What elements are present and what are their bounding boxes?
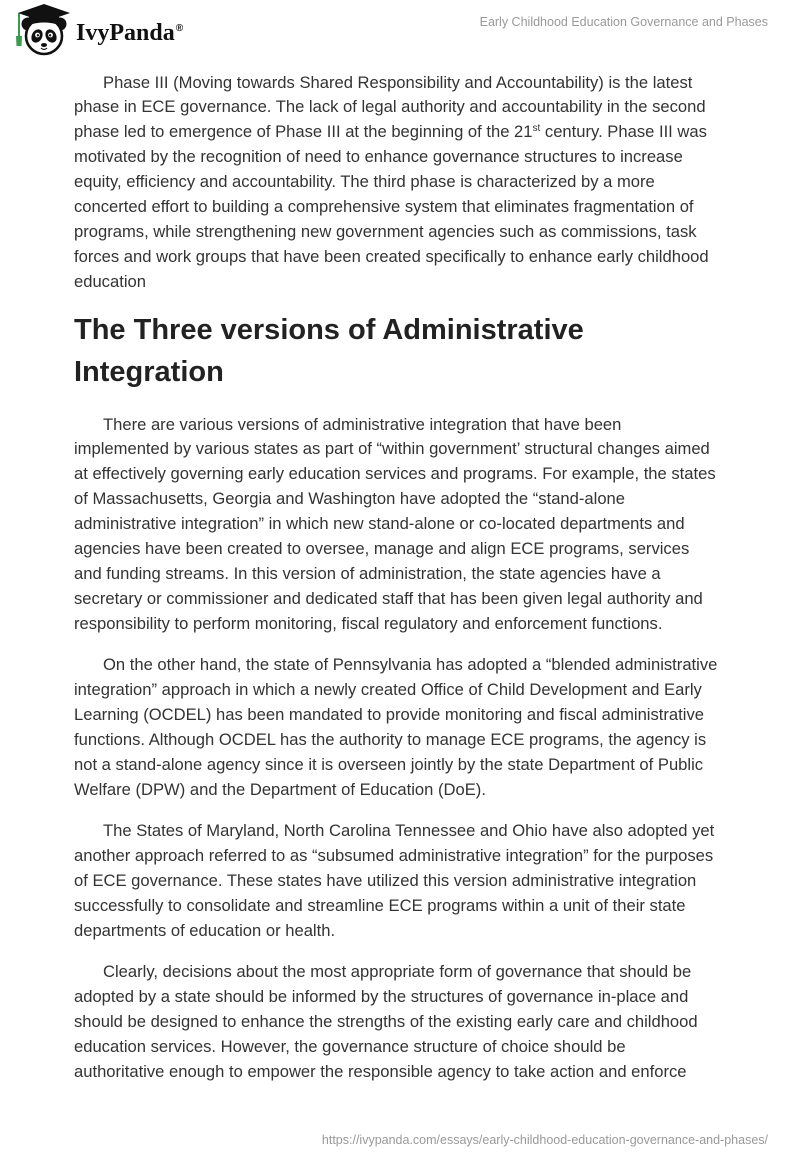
paragraph bbox=[74, 413, 727, 637]
brand-wordmark: IvyPanda bbox=[76, 20, 175, 46]
ordinal-superscript: st bbox=[532, 123, 541, 135]
paragraph-line: departments of education or health. bbox=[74, 920, 336, 940]
paragraph-line: integration” approach in which a newly created Office of Child Development and Early bbox=[74, 680, 702, 700]
ivypanda-home-link[interactable] bbox=[0, 0, 196, 58]
line-text: phase led to emergence of Phase III at the beginning of the 21 bbox=[74, 122, 533, 142]
paragraph-line: Phase III (Moving towards Shared Responsibility and Accountability) is the latest bbox=[103, 72, 693, 92]
paragraph-line: and funding streams. In this version of administration, the state agencies have a bbox=[74, 563, 661, 583]
paragraph-line: at effectively governing early education services and programs. For example, the states bbox=[74, 464, 716, 484]
paragraph-line: The States of Maryland, North Carolina Tennessee and Ohio have also adopted yet bbox=[103, 821, 715, 841]
paragraph bbox=[74, 71, 727, 295]
section-heading: The Three versions of Administrative Integration bbox=[74, 314, 584, 389]
paragraph-line: agencies have been created to oversee, manage and align ECE programs, services bbox=[74, 539, 690, 559]
paragraph-line: phase in ECE governance. The lack of legal authority and accountability in the second bbox=[74, 97, 706, 117]
panda-right-pupil bbox=[49, 34, 51, 36]
paragraph bbox=[74, 819, 727, 944]
paragraph-line: implemented by various states as part of “within government’ structural changes aimed bbox=[74, 439, 710, 459]
paragraph-line: functions. Although OCDEL has the authority to manage ECE programs, the agency is bbox=[74, 730, 707, 750]
document-title: Early Childhood Education Governance and Phases bbox=[479, 15, 768, 29]
paragraph-line: On the other hand, the state of Pennsylvania has adopted a “blended administrative bbox=[103, 655, 718, 675]
paragraph bbox=[74, 653, 727, 802]
paragraph-line: another approach referred to as “subsumed administrative integration” for the purposes bbox=[74, 846, 714, 866]
paragraph-line: motivated by the recognition of need to enhance governance structures to increase bbox=[74, 147, 683, 167]
paragraph-line: responsibility to perform monitoring, fiscal regulatory and enforcement functions. bbox=[74, 613, 663, 633]
paragraph-line: authoritative enough to empower the responsible agency to take action and enforce bbox=[74, 1062, 687, 1082]
panda-left-pupil bbox=[37, 34, 39, 36]
paragraph bbox=[74, 960, 727, 1085]
paragraph-line: of ECE governance. These states have utilized this version administrative integration bbox=[74, 871, 697, 891]
paragraph-line: education services. However, the governance structure of choice should be bbox=[74, 1037, 626, 1057]
paragraph-line: Learning (OCDEL) has been mandated to provide monitoring and fiscal administrative bbox=[74, 705, 704, 725]
tassel-tip bbox=[16, 36, 22, 46]
paragraph-line: Welfare (DPW) and the Department of Education (DoE). bbox=[74, 779, 486, 799]
paragraph-line: not a stand-alone agency since it is overseen jointly by the state Department of Public bbox=[74, 754, 704, 774]
essay-body bbox=[74, 71, 727, 1102]
paragraph-line: secretary or commissioner and dedicated staff that has been given legal authority and bbox=[74, 588, 703, 608]
panda-nose bbox=[41, 43, 47, 47]
paragraph-line: There are various versions of administrative integration that have been bbox=[103, 414, 622, 434]
paragraph-line: should be designed to enhance the strengths of the existing early care and childhood bbox=[74, 1012, 698, 1032]
paragraph-line: Clearly, decisions about the most appropriate form of governance that should be bbox=[103, 962, 692, 982]
registered-mark: ® bbox=[175, 23, 184, 34]
paragraph-line: adopted by a state should be informed by the structures of governance in-place and bbox=[74, 987, 689, 1007]
paragraph-line: equity, efficiency and accountability. The third phase is characterized by a more bbox=[74, 172, 655, 192]
paragraph-line: administrative integration” in which new stand-alone or co-located departments and bbox=[74, 514, 685, 534]
brand-name bbox=[76, 19, 183, 47]
paragraph-line: of Massachusetts, Georgia and Washington have adopted the “stand-alone bbox=[74, 489, 626, 509]
panda-graduation-cap-icon bbox=[11, 3, 71, 57]
paragraph-line: programs, while strengthening new government agencies such as commissions, task bbox=[74, 221, 697, 241]
source-url: https://ivypanda.com/essays/early-childhood-education-governance-and-phases/ bbox=[321, 1133, 768, 1147]
paragraph-line: successfully to consolidate and streamline ECE programs within a unit of their state bbox=[74, 896, 686, 916]
paragraph-line: concerted effort to building a comprehensive system that eliminates fragmentation of bbox=[74, 197, 694, 217]
paragraph-line bbox=[74, 120, 727, 145]
paragraph-line: education bbox=[74, 271, 146, 291]
paragraph-line: forces and work groups that have been created specifically to enhance early childhood bbox=[74, 246, 709, 266]
line-text: century. Phase III was bbox=[540, 122, 707, 142]
site-header bbox=[0, 0, 800, 60]
